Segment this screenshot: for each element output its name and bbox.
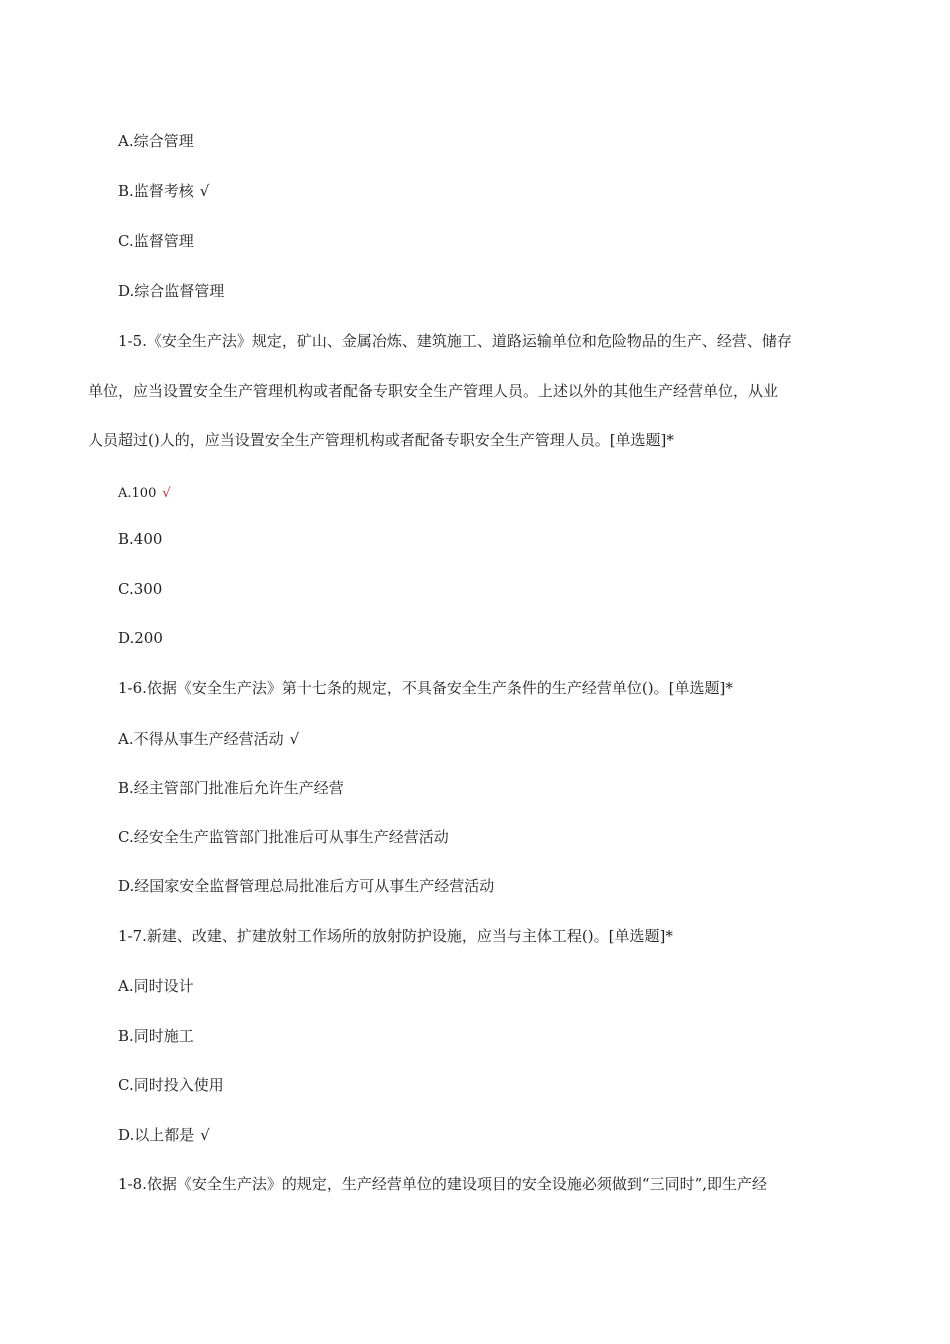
- check-mark-icon: √: [289, 730, 300, 748]
- q16-option-b: [118, 778, 344, 798]
- option-c: [118, 231, 194, 251]
- option-text: B.经主管部门批准后允许生产经营: [118, 779, 344, 797]
- q16-option-a: [118, 729, 299, 749]
- question-1-5-line-1: 1-5.《安全生产法》规定，矿山、金属冶炼、建筑施工、道路运输单位和危险物品的生产、经营、储存: [118, 332, 792, 350]
- question-1-5-line-3: 人员超过()人的，应当设置安全生产管理机构或者配备专职安全生产管理人员。[单选题]*: [88, 431, 674, 449]
- option-text: D.经国家安全监督管理总局批准后方可从事生产经营活动: [118, 877, 495, 895]
- q15-option-d: [118, 628, 163, 648]
- question-1-8: 1-8.依据《安全生产法》的规定，生产经营单位的建设项目的安全设施必须做到“三同时”,即生产经: [118, 1175, 768, 1193]
- q15-option-b: [118, 529, 162, 549]
- q15-option-c: [118, 579, 162, 599]
- option-text: C.经安全生产监管部门批准后可从事生产经营活动: [118, 828, 449, 846]
- option-text: C.同时投入使用: [118, 1076, 224, 1094]
- check-mark-icon: √: [199, 182, 210, 200]
- q16-option-d: [118, 876, 494, 896]
- option-text: C.监督管理: [118, 232, 194, 250]
- q17-option-b: [118, 1026, 194, 1046]
- option-text: B.监督考核: [118, 182, 194, 200]
- question-1-7: 1-7.新建、改建、扩建放射工作场所的放射防护设施，应当与主体工程()。[单选题]*: [118, 927, 673, 945]
- q16-option-c: [118, 827, 449, 847]
- question-1-5-line-2: 单位，应当设置安全生产管理机构或者配备专职安全生产管理人员。上述以外的其他生产经营单位，从业: [88, 382, 779, 400]
- option-text: A.不得从事生产经营活动: [118, 730, 284, 748]
- option-text: B.同时施工: [118, 1027, 194, 1045]
- q17-option-a: [118, 976, 194, 996]
- option-b: [118, 181, 209, 201]
- option-text: B.400: [118, 530, 163, 548]
- option-d: [118, 281, 224, 301]
- q17-option-c: [118, 1075, 224, 1095]
- question-1-6: 1-6.依据《安全生产法》第十七条的规定，不具备安全生产条件的生产经营单位()。[单选题]*: [118, 679, 733, 697]
- option-text: C.300: [118, 580, 163, 598]
- q15-option-a: [118, 484, 171, 504]
- option-text: A.综合管理: [118, 132, 194, 150]
- check-mark-icon: √: [200, 1126, 210, 1144]
- q17-option-d: [118, 1125, 210, 1145]
- option-text: D.综合监督管理: [118, 282, 225, 300]
- option-text: D.200: [118, 629, 163, 647]
- option-text: A.同时设计: [118, 977, 194, 995]
- option-text: D.以上都是: [118, 1126, 195, 1144]
- check-mark-icon: √: [162, 486, 171, 501]
- option-a: [118, 131, 194, 151]
- option-text: A.100: [118, 486, 157, 501]
